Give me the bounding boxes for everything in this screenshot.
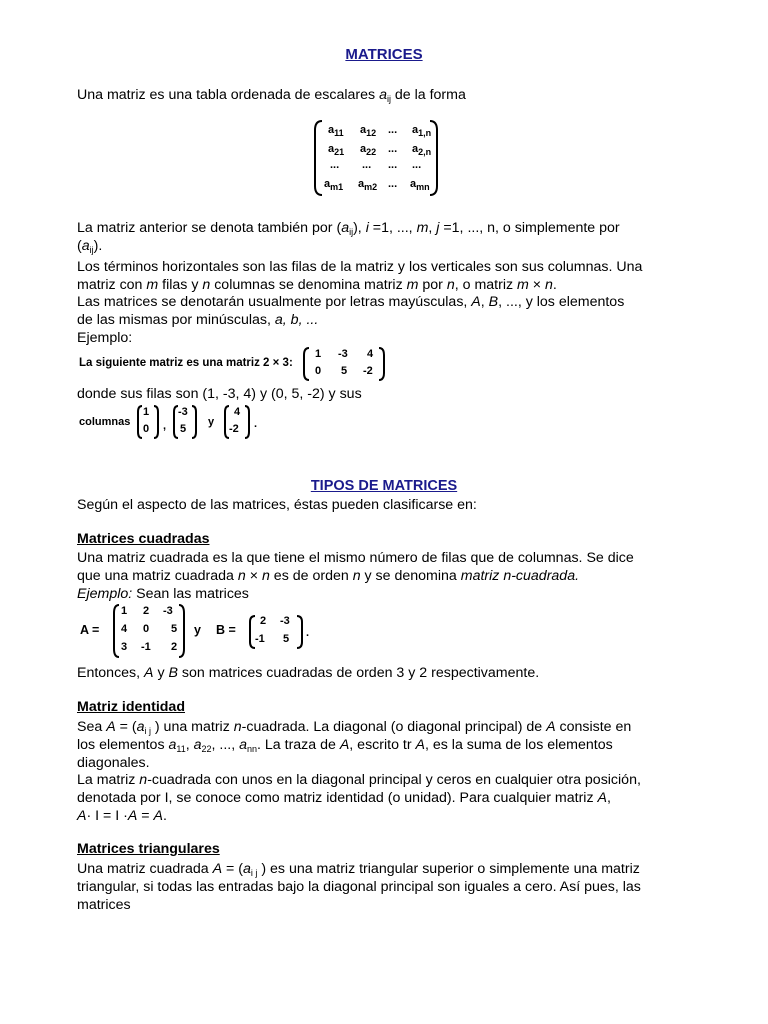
matrix-entry: -1: [255, 633, 265, 645]
example-end: .: [306, 627, 310, 639]
column-entry: -2: [229, 423, 239, 435]
example-matrix-2x3: [77, 346, 397, 382]
matrix-entry: $a_{11}$: [328, 124, 344, 138]
matrix-entry: $a_{22}$: [360, 143, 377, 157]
matrix-entry: 2: [143, 605, 150, 617]
intro-paragraph: Una matriz es una tabla ordenada de escalares $a_{ij}$ de la forma: [77, 87, 466, 104]
paragraph-identidad-definicion: La matriz n-cuadrada con unos en la diagonal principal y ceros en cualquier otra posición, denotada por I, se conoce como matriz identidad (o unidad). Para cualquier matriz A, A· I = I ·A = A.: [77, 772, 641, 824]
column-separator: ,: [163, 420, 167, 432]
matrix-entry: 5: [283, 633, 290, 645]
matrix-entry: 4: [121, 623, 128, 635]
matrix-entry: -3: [280, 615, 290, 627]
paragraph-tipos-intro: Según el aspecto de las matrices, éstas pueden clasificarse en:: [77, 497, 477, 513]
matrix-entry: $a_{21}$: [328, 143, 345, 157]
matrix-entry: 0: [143, 623, 150, 635]
matrix-entry: ...: [330, 159, 340, 171]
matrix-entry: ...: [388, 143, 398, 155]
paragraph-rows-columns: Los términos horizontales son las filas de la matriz y los verticales son sus columnas. Una matriz con m filas y n columnas se denomina matriz m por n, o matriz m × n.: [77, 259, 643, 293]
matrix-entry: -2: [363, 365, 373, 377]
matrix-entry: -3: [338, 348, 348, 360]
matrix-entry: -1: [141, 641, 151, 653]
example-columns: [77, 404, 277, 442]
heading-cuadradas: Matrices cuadradas: [77, 531, 210, 547]
matrix-entry: $a_{2,n}$: [412, 143, 432, 157]
matrix-entry: 4: [367, 348, 374, 360]
section-title-tipos: TIPOS DE MATRICES: [310, 478, 458, 494]
matrix-entry: 5: [341, 365, 348, 377]
column-entry: 4: [234, 406, 241, 418]
heading-identidad: Matriz identidad: [77, 699, 185, 715]
column-entry: 5: [180, 423, 187, 435]
matrix-entry: 2: [171, 641, 178, 653]
connector-y: y: [194, 623, 201, 637]
matrix-entry: 0: [315, 365, 322, 377]
column-connector: y: [208, 416, 215, 428]
paragraph-identidad: Sea $A = (a_{i j}$ ) una matriz n-cuadrada. La diagonal (o diagonal principal) de A consiste en los elementos $a_{11}$, $a_{22}$, ..., $a_{nn}$. La traza de A, escrito tr A, es la suma de los elementos diagonales.: [77, 719, 632, 771]
column-entry: 0: [143, 423, 150, 435]
paragraph-triangulares: Una matriz cuadrada $A = (a_{i j}$ ) es una matriz triangular superior o simplemente una matriz triangular, si todas las entradas bajo la diagonal principal son iguales a cero. Así pues, las matrices: [77, 861, 641, 913]
matrix-entry: -3: [163, 605, 173, 617]
matrix-a-label: A =: [80, 623, 100, 637]
matrix-entry: ...: [388, 124, 398, 136]
matrix-entry: $a_{12}$: [360, 124, 377, 138]
matrix-entry: 2: [260, 615, 267, 627]
column-entry: -3: [178, 406, 188, 418]
general-matrix: [314, 118, 438, 198]
columns-label: columnas: [79, 416, 131, 428]
example-square-matrices: [77, 603, 337, 659]
heading-triangulares: Matrices triangulares: [77, 841, 220, 857]
paragraph-cuadradas: Una matriz cuadrada es la que tiene el mismo número de filas que de columnas. Se dice que una matriz cuadrada n × n es de orden n y se denomina matriz n-cuadrada. Ejemplo: Sean las matrices: [77, 550, 634, 602]
matrix-entry: ...: [388, 178, 398, 190]
matrix-b-label: B =: [216, 623, 236, 637]
matrix-entry: 1: [315, 348, 322, 360]
page-title: MATRICES: [345, 46, 423, 63]
paragraph-notation: La matriz anterior se denota también por $(a_{ij})$, i =1, ..., m, j =1, ..., n, o simplemente por $(a_{ij})$.: [77, 220, 620, 255]
matrix-entry: 5: [171, 623, 178, 635]
matrix-entry: ...: [412, 159, 422, 171]
matrix-entry: ...: [388, 159, 398, 171]
matrix-entry: ...: [362, 159, 372, 171]
paragraph-notation-letters: Las matrices se denotarán usualmente por letras mayúsculas, A, B, ..., y los elementos de las mismas por minúsculas, a, b, ... Ejemplo:: [77, 294, 625, 346]
column-entry: 1: [143, 406, 150, 418]
matrix-entry: $a_{mn}$: [410, 178, 430, 192]
matrix-entry: 1: [121, 605, 128, 617]
matrix-entry: $a_{1,n}$: [412, 124, 432, 138]
paragraph-rows-example: donde sus filas son (1, -3, 4) y (0, 5, -2) y sus: [77, 386, 362, 402]
column-end: .: [254, 418, 258, 430]
matrix-entry: $a_{m2}$: [358, 178, 378, 192]
example-label: La siguiente matriz es una matriz 2 × 3:: [79, 357, 293, 369]
matrix-entry: $a_{m1}$: [324, 178, 344, 192]
matrix-entry: 3: [121, 641, 128, 653]
paragraph-cuadradas-conclusion: Entonces, A y B son matrices cuadradas de orden 3 y 2 respectivamente.: [77, 665, 540, 681]
